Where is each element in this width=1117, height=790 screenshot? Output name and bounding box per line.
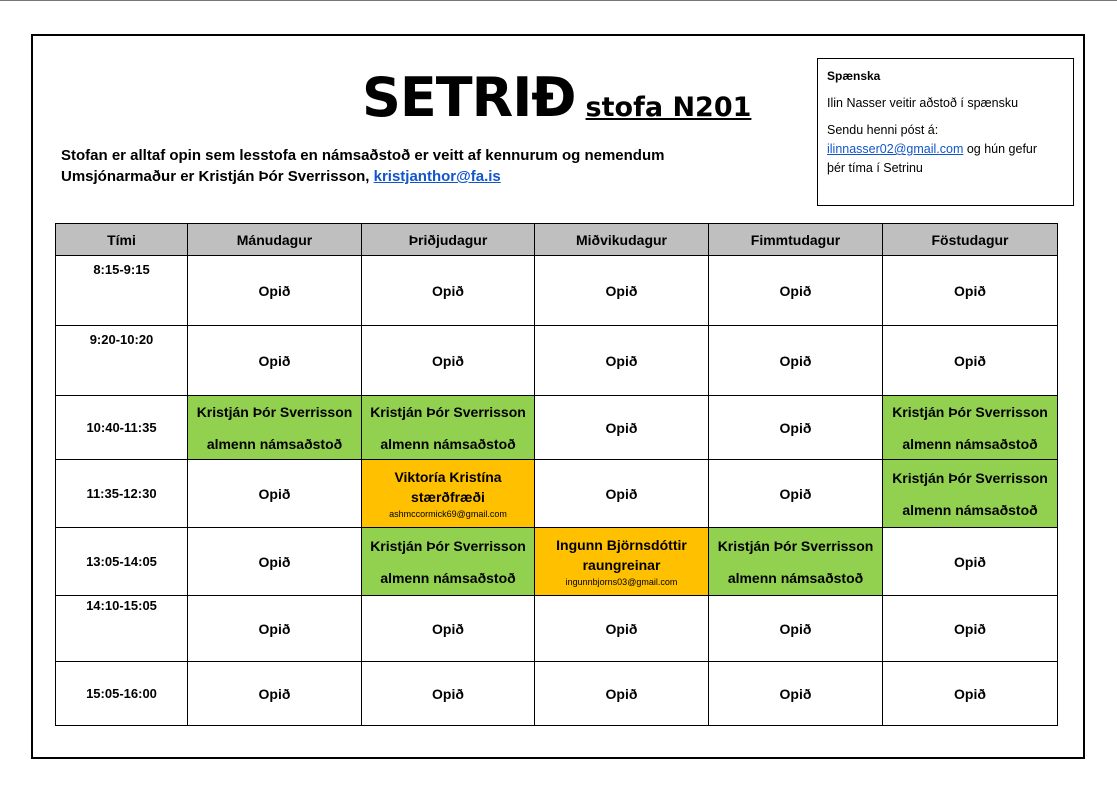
schedule-cell: Opið <box>883 596 1058 662</box>
time-cell: 8:15-9:15 <box>56 256 188 326</box>
schedule-cell: Opið <box>535 396 709 460</box>
header-row <box>56 224 1058 256</box>
time-cell: 13:05-14:05 <box>56 528 188 596</box>
schedule-cell: Opið <box>188 596 362 662</box>
spanish-line-1: Ilin Nasser veitir aðstoð í spænsku <box>827 96 1019 110</box>
schedule-cell: Opið <box>883 528 1058 596</box>
schedule-cell: Opið <box>883 326 1058 396</box>
tutor-subject: stærðfræði <box>411 488 485 505</box>
spanish-line-2: Sendu henni póst á: <box>827 123 939 137</box>
tutor-name: Kristján Þór Sverrisson <box>370 537 526 554</box>
schedule-cell-kristjan <box>362 528 535 596</box>
schedule-cell: Opið <box>188 528 362 596</box>
schedule-table <box>55 223 1058 726</box>
schedule-cell: Opið <box>535 460 709 528</box>
table-row <box>56 528 1058 596</box>
tutor-name: Ingunn Björnsdóttir <box>556 536 687 553</box>
page-title <box>362 66 751 129</box>
schedule-cell-kristjan <box>188 396 362 460</box>
header-time: Tími <box>56 224 188 256</box>
schedule-cell: Opið <box>883 662 1058 726</box>
time-cell: 10:40-11:35 <box>56 396 188 460</box>
schedule-cell-kristjan <box>709 528 883 596</box>
schedule-cell: Opið <box>535 596 709 662</box>
schedule-cell: Opið <box>188 460 362 528</box>
schedule-cell: Opið <box>709 326 883 396</box>
header-friday: Föstudagur <box>883 224 1058 256</box>
header-thursday: Fimmtudagur <box>709 224 883 256</box>
schedule-cell: Opið <box>709 460 883 528</box>
schedule-cell-kristjan <box>883 460 1058 528</box>
schedule-cell-viktoria <box>362 460 535 528</box>
schedule-cell: Opið <box>709 596 883 662</box>
schedule-cell: Opið <box>535 256 709 326</box>
time-cell: 11:35-12:30 <box>56 460 188 528</box>
schedule-cell: Opið <box>709 396 883 460</box>
tutor-name: Kristján Þór Sverrisson <box>892 403 1048 420</box>
tutor-subject: almenn námsaðstoð <box>380 435 516 452</box>
title-room: stofa N201 <box>585 92 752 123</box>
schedule-cell: Opið <box>362 326 535 396</box>
time-cell: 14:10-15:05 <box>56 596 188 662</box>
intro-line-2 <box>61 166 664 187</box>
tutor-email: ashmccormick69@gmail.com <box>389 508 507 519</box>
spanish-info-box <box>817 58 1074 206</box>
spanish-heading: Spænska <box>827 69 881 83</box>
table-row <box>56 460 1058 528</box>
tutor-name: Kristján Þór Sverrisson <box>196 403 353 420</box>
tutor-name: Kristján Þór Sverrisson <box>717 537 874 554</box>
schedule-cell: Opið <box>883 256 1058 326</box>
header-wednesday: Miðvikudagur <box>535 224 709 256</box>
table-row <box>56 256 1058 326</box>
header-monday: Mánudagur <box>188 224 362 256</box>
tutor-name: Viktoría Kristína <box>394 468 502 485</box>
schedule-cell-kristjan <box>883 396 1058 460</box>
table-row <box>56 326 1058 396</box>
table-row <box>56 662 1058 726</box>
schedule-cell: Opið <box>188 662 362 726</box>
tutor-subject: almenn námsaðstoð <box>902 501 1038 518</box>
tutor-email: ingunnbjorns03@gmail.com <box>565 576 678 587</box>
tutor-name: Kristján Þór Sverrisson <box>370 403 526 420</box>
tutor-subject: almenn námsaðstoð <box>206 435 343 452</box>
tutor-subject: raungreinar <box>582 556 661 573</box>
top-rule <box>0 0 1117 1</box>
table-row <box>56 596 1058 662</box>
spanish-line-3-tail: og hún gefur <box>963 142 1038 156</box>
spanish-email-link[interactable]: ilinnasser02@gmail.com <box>827 142 964 156</box>
manager-email-link[interactable]: kristjanthor@fa.is <box>373 168 501 185</box>
intro-line-2-prefix: Umsjónarmaður er Kristján Þór Sverrisson, <box>61 168 374 185</box>
schedule-cell: Opið <box>535 326 709 396</box>
intro-line-1: Stofan er alltaf opin sem lesstofa en námsaðstoð er veitt af kennurum og nemendum <box>61 147 665 164</box>
intro-text <box>61 145 664 187</box>
schedule-cell: Opið <box>709 256 883 326</box>
spanish-line-4: þér tíma í Setrinu <box>827 161 923 175</box>
schedule-cell: Opið <box>362 596 535 662</box>
time-cell: 15:05-16:00 <box>56 662 188 726</box>
header-tuesday: Þriðjudagur <box>362 224 535 256</box>
table-row <box>56 396 1058 460</box>
schedule-cell: Opið <box>188 326 362 396</box>
schedule-cell-kristjan <box>362 396 535 460</box>
spanish-line-3 <box>827 140 1064 159</box>
time-cell: 9:20-10:20 <box>56 326 188 396</box>
schedule-cell: Opið <box>709 662 883 726</box>
tutor-subject: almenn námsaðstoð <box>380 569 516 586</box>
tutor-subject: almenn námsaðstoð <box>727 569 864 586</box>
schedule-cell: Opið <box>535 662 709 726</box>
schedule-cell: Opið <box>188 256 362 326</box>
schedule-cell: Opið <box>362 662 535 726</box>
tutor-subject: almenn námsaðstoð <box>902 435 1038 452</box>
schedule-cell-ingunn <box>535 528 709 596</box>
title-main: SETRIÐ <box>362 66 576 129</box>
schedule-cell: Opið <box>362 256 535 326</box>
tutor-name: Kristján Þór Sverrisson <box>892 469 1048 486</box>
